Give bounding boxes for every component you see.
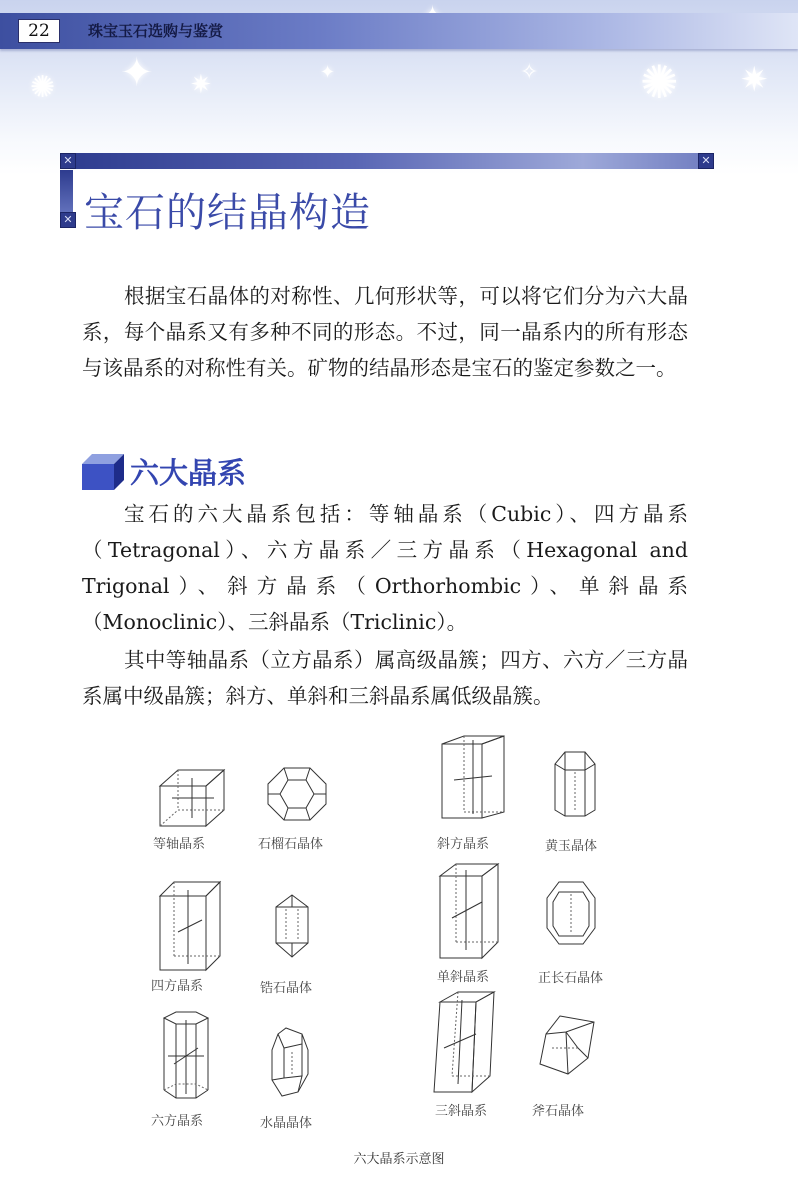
figure-caption: 六大晶系示意图 (353, 1152, 445, 1167)
topaz-crystal-diagram (553, 750, 597, 818)
label-orthoclase: 正长石晶体 (538, 971, 604, 986)
quartz-crystal-diagram (268, 1026, 312, 1098)
label-cubic: 等轴晶系 (153, 837, 206, 852)
running-title: 珠宝玉石选购与鉴赏 (88, 22, 224, 40)
label-zircon: 锆石晶体 (260, 981, 313, 996)
axinite-crystal-diagram (538, 1014, 596, 1076)
label-garnet: 石榴石晶体 (258, 837, 324, 852)
corner-x-icon: ✕ (60, 212, 76, 228)
garnet-crystal-diagram (266, 766, 328, 822)
intro-paragraph: 根据宝石晶体的对称性、几何形状等，可以将它们分为六大晶系，每个晶系又有多种不同的形态。不过，同一晶系内的所有形态与该晶系的对称性有关。矿物的结晶形态是宝石的鉴定参数之一。 (82, 284, 688, 380)
orthorhombic-system-diagram (440, 734, 506, 820)
chapter-title: 宝石的结晶构造 (84, 190, 371, 236)
label-tetragonal: 四方晶系 (151, 979, 204, 994)
corner-x-icon: ✕ (60, 153, 76, 169)
section-paragraph-1: 宝石的六大晶系包括：等轴晶系（Cubic）、四方晶系（Tetragonal）、六方晶系／三方晶系（Hexagonal and Trigonal）、斜方晶系（Orthorhombic）、单斜晶系（Monoclinic）、三斜晶系（Triclinic）。 (82, 502, 688, 634)
label-orthorhombic: 斜方晶系 (437, 837, 490, 852)
section-paragraph-2: 其中等轴晶系（立方晶系）属高级晶簇；四方、六方／三方晶系属中级晶簇；斜方、单斜和三斜晶系属低级晶簇。 (82, 648, 688, 708)
cube-icon (82, 452, 124, 490)
label-quartz: 水晶晶体 (260, 1116, 313, 1131)
label-hexagonal: 六方晶系 (151, 1114, 204, 1129)
monoclinic-system-diagram (438, 862, 500, 960)
section-title: 六大晶系 (130, 456, 247, 490)
label-triclinic: 三斜晶系 (435, 1104, 488, 1119)
zircon-crystal-diagram (272, 893, 312, 959)
corner-x-icon: ✕ (698, 153, 714, 169)
label-axinite: 斧石晶体 (532, 1104, 585, 1119)
triclinic-system-diagram (432, 990, 496, 1094)
title-side-bar (60, 170, 73, 212)
orthoclase-crystal-diagram (545, 880, 597, 946)
hexagonal-system-diagram (160, 1010, 212, 1102)
label-topaz: 黄玉晶体 (545, 839, 598, 854)
label-monoclinic: 单斜晶系 (437, 970, 490, 985)
header-artwork: ✦ ✷ ✧ ✺ ✷ ✺ ✦ (0, 0, 798, 175)
page-number: 22 (18, 19, 60, 43)
tetragonal-system-diagram (158, 880, 222, 972)
cubic-system-diagram (158, 768, 228, 828)
title-bar (60, 153, 714, 169)
